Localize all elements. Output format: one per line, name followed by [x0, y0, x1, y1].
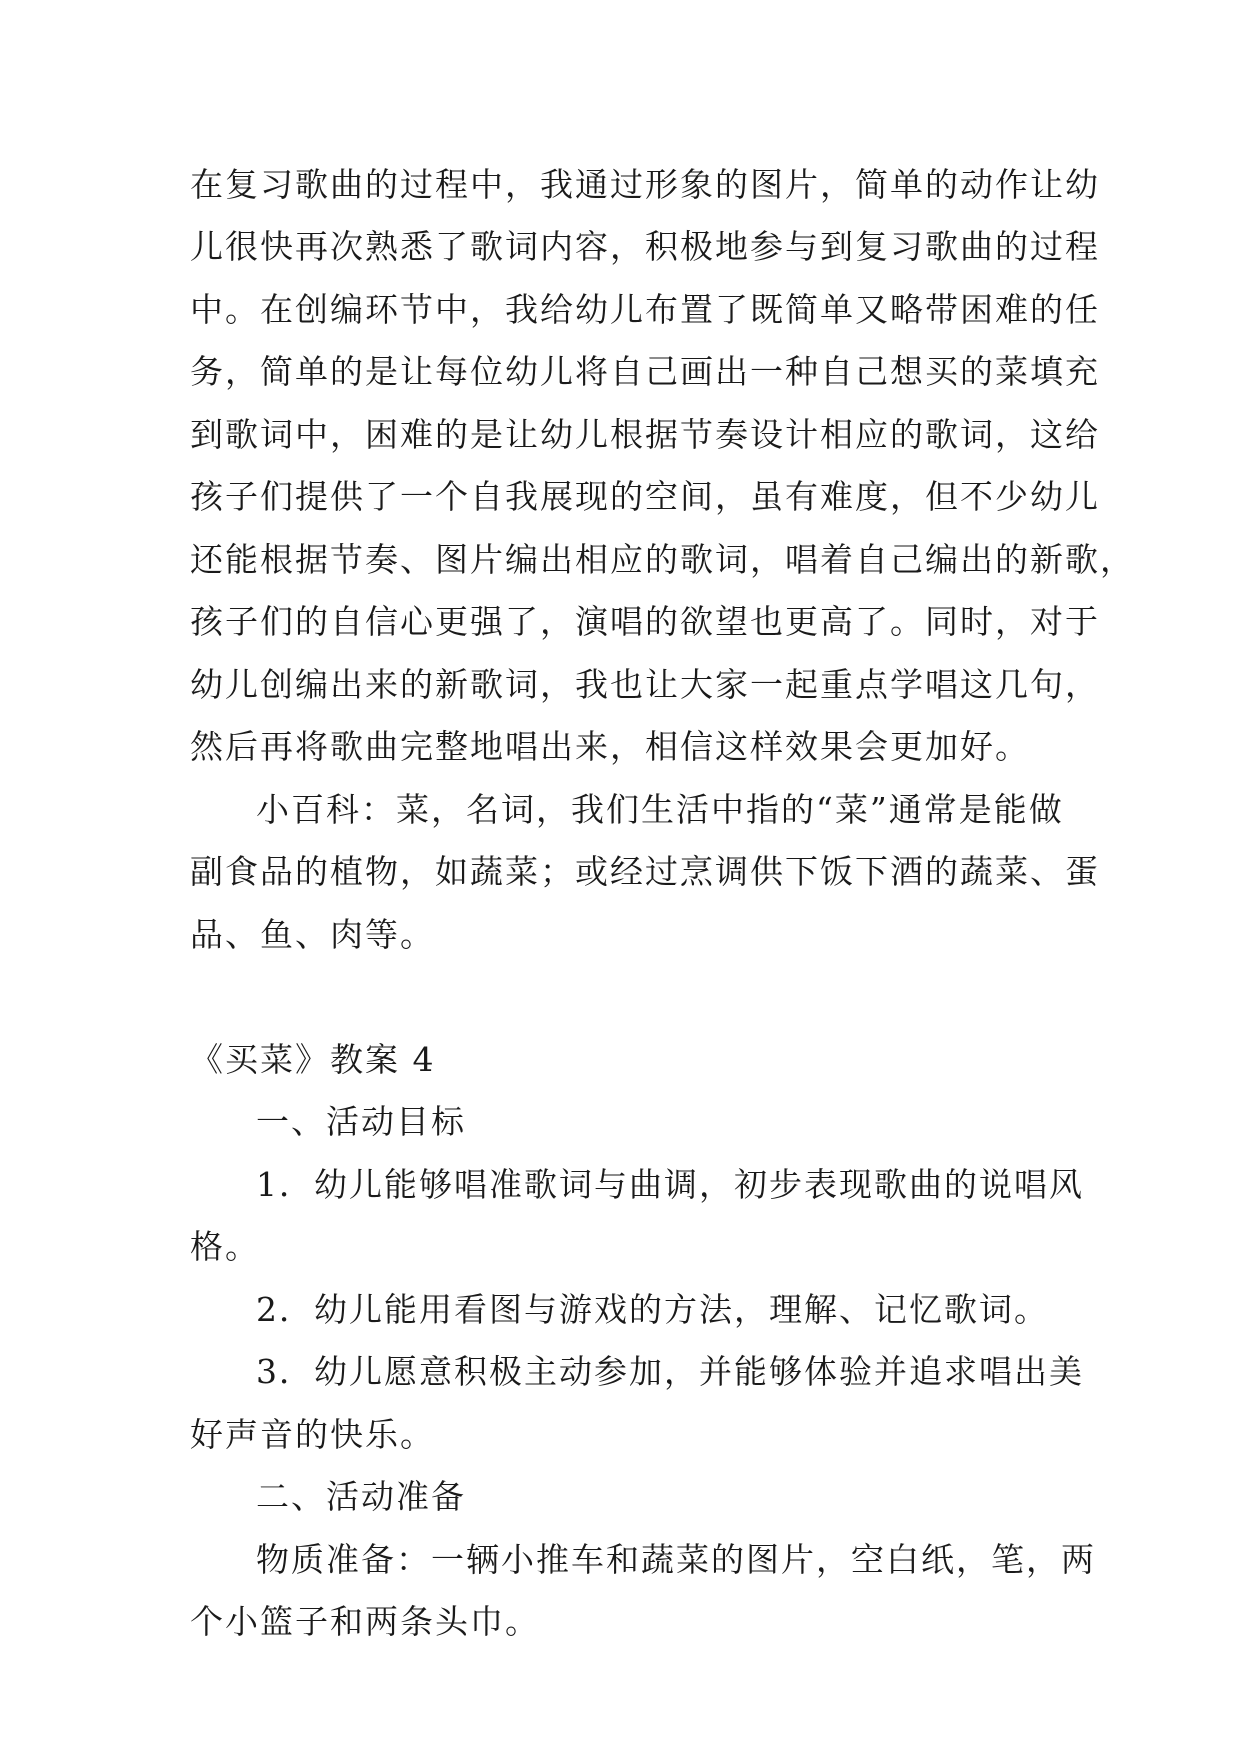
goal-item-continuation: 格。	[190, 1227, 260, 1266]
paragraph-line: 还能根据节奏、图片编出相应的歌词，唱着自己编出的新歌，	[190, 540, 1135, 579]
heading-activity-goals: 一、活动目标	[256, 1102, 466, 1141]
paragraph-line: 物质准备：一辆小推车和蔬菜的图片，空白纸，笔，两	[256, 1540, 1096, 1579]
goal-item: 2．幼儿能用看图与游戏的方法，理解、记忆歌词。	[256, 1290, 1049, 1329]
paragraph-line: 在复习歌曲的过程中，我通过形象的图片，简单的动作让幼	[190, 165, 1100, 204]
goal-item: 1．幼儿能够唱准歌词与曲调，初步表现歌曲的说唱风	[256, 1165, 1084, 1204]
paragraph-line: 到歌词中，困难的是让幼儿根据节奏设计相应的歌词，这给	[190, 415, 1100, 454]
paragraph-line: 中。在创编环节中，我给幼儿布置了既简单又略带困难的任	[190, 290, 1100, 329]
paragraph-line: 幼儿创编出来的新歌词，我也让大家一起重点学唱这几句，	[190, 665, 1100, 704]
goal-item: 3．幼儿愿意积极主动参加，并能够体验并追求唱出美	[256, 1352, 1084, 1391]
paragraph-line: 务，简单的是让每位幼儿将自己画出一种自己想买的菜填充	[190, 352, 1100, 391]
paragraph-line: 小百科：菜，名词，我们生活中指的“菜”通常是能做	[256, 790, 1064, 829]
paragraph-line: 副食品的植物，如蔬菜；或经过烹调供下饭下酒的蔬菜、蛋	[190, 852, 1100, 891]
paragraph-line: 孩子们的自信心更强了，演唱的欲望也更高了。同时，对于	[190, 602, 1100, 641]
paragraph-line: 孩子们提供了一个自我展现的空间，虽有难度，但不少幼儿	[190, 477, 1100, 516]
section-title: 《买菜》教案 4	[190, 1040, 436, 1079]
paragraph-line: 品、鱼、肉等。	[190, 915, 435, 954]
paragraph-line: 个小篮子和两条头巾。	[190, 1602, 540, 1641]
goal-item-continuation: 好声音的快乐。	[190, 1415, 435, 1454]
paragraph-line: 然后再将歌曲完整地唱出来，相信这样效果会更加好。	[190, 727, 1030, 766]
heading-activity-preparation: 二、活动准备	[256, 1477, 466, 1516]
paragraph-line: 儿很快再次熟悉了歌词内容，积极地参与到复习歌曲的过程	[190, 227, 1100, 266]
